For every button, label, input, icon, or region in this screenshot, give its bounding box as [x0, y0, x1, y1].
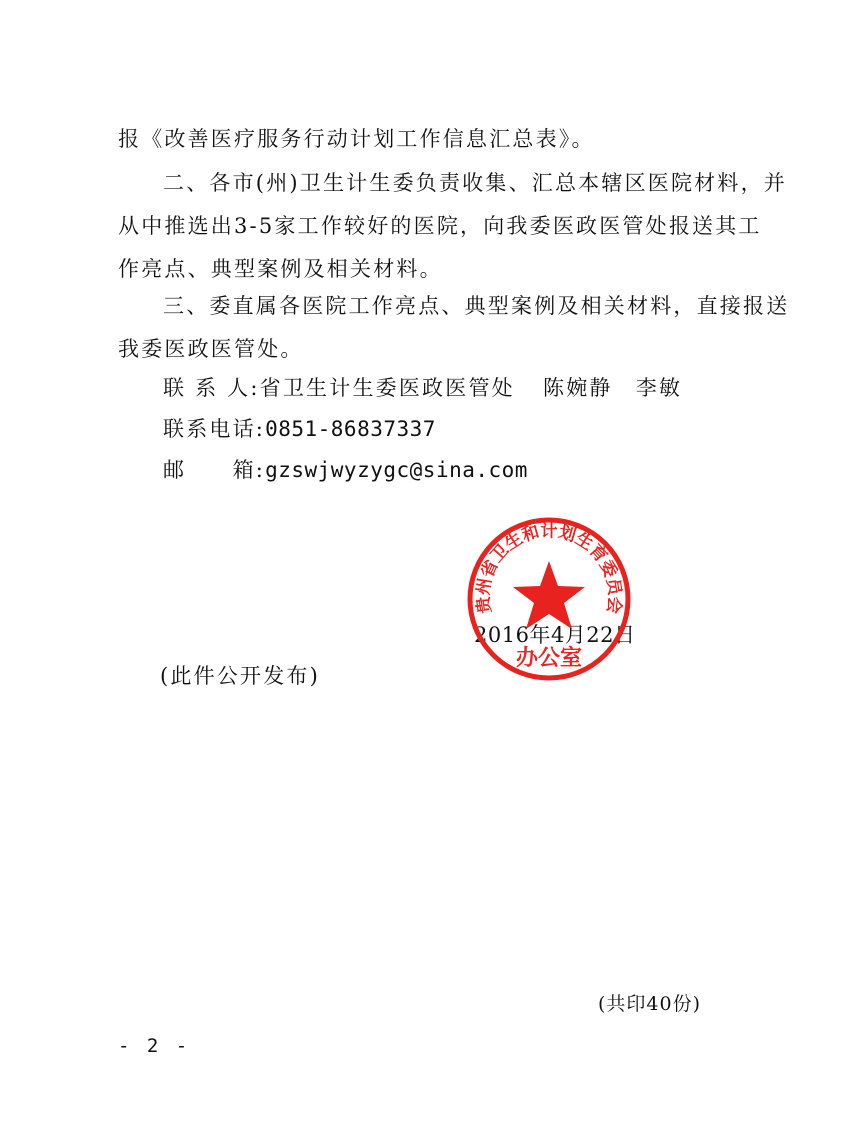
body-para3-line-1: 三、委直属各医院工作亮点、典型案例及相关材料，直接报送: [163, 294, 790, 318]
contact-email-label: 邮 箱:: [163, 458, 266, 482]
seal-star-icon: [513, 561, 585, 629]
body-para3-line-2: 我委医政医管处。: [118, 337, 304, 361]
print-count: (共印40份): [598, 993, 702, 1015]
body-line-1: 报《改善医疗服务行动计划工作信息汇总表》。: [118, 127, 595, 151]
issue-date: 2016年4月22日: [474, 623, 636, 647]
seal-bottom-text: 办公室: [515, 646, 583, 671]
contact-names: 陈婉静 李敏: [543, 376, 683, 400]
body-para2-line-2: 从中推选出3-5家工作较好的医院，向我委医政医管处报送其工: [118, 214, 762, 238]
body-para2-line-1: 二、各市(州)卫生计生委负责收集、汇总本辖区医院材料，并: [163, 171, 787, 195]
contact-person-value: 省卫生计生委医政医管处: [259, 376, 515, 400]
contact-email-row: [163, 460, 528, 481]
contact-phone-value: 0851-86837337: [265, 417, 436, 441]
page-number: - 2 -: [118, 1035, 191, 1057]
contact-email-value: gzswjwyzygc@sina.com: [265, 458, 528, 482]
contact-phone-label: 联系电话:: [163, 417, 266, 441]
official-seal: [465, 515, 633, 683]
contact-person-row: [163, 378, 515, 399]
seal-arc-text: 贵州省卫生和计划生育委员会: [473, 521, 625, 615]
contact-person-label: 联 系 人:: [163, 376, 260, 400]
contact-phone-row: [163, 419, 436, 440]
publication-note: (此件公开发布): [160, 664, 320, 688]
body-para2-line-3: 作亮点、典型案例及相关材料。: [118, 257, 443, 281]
